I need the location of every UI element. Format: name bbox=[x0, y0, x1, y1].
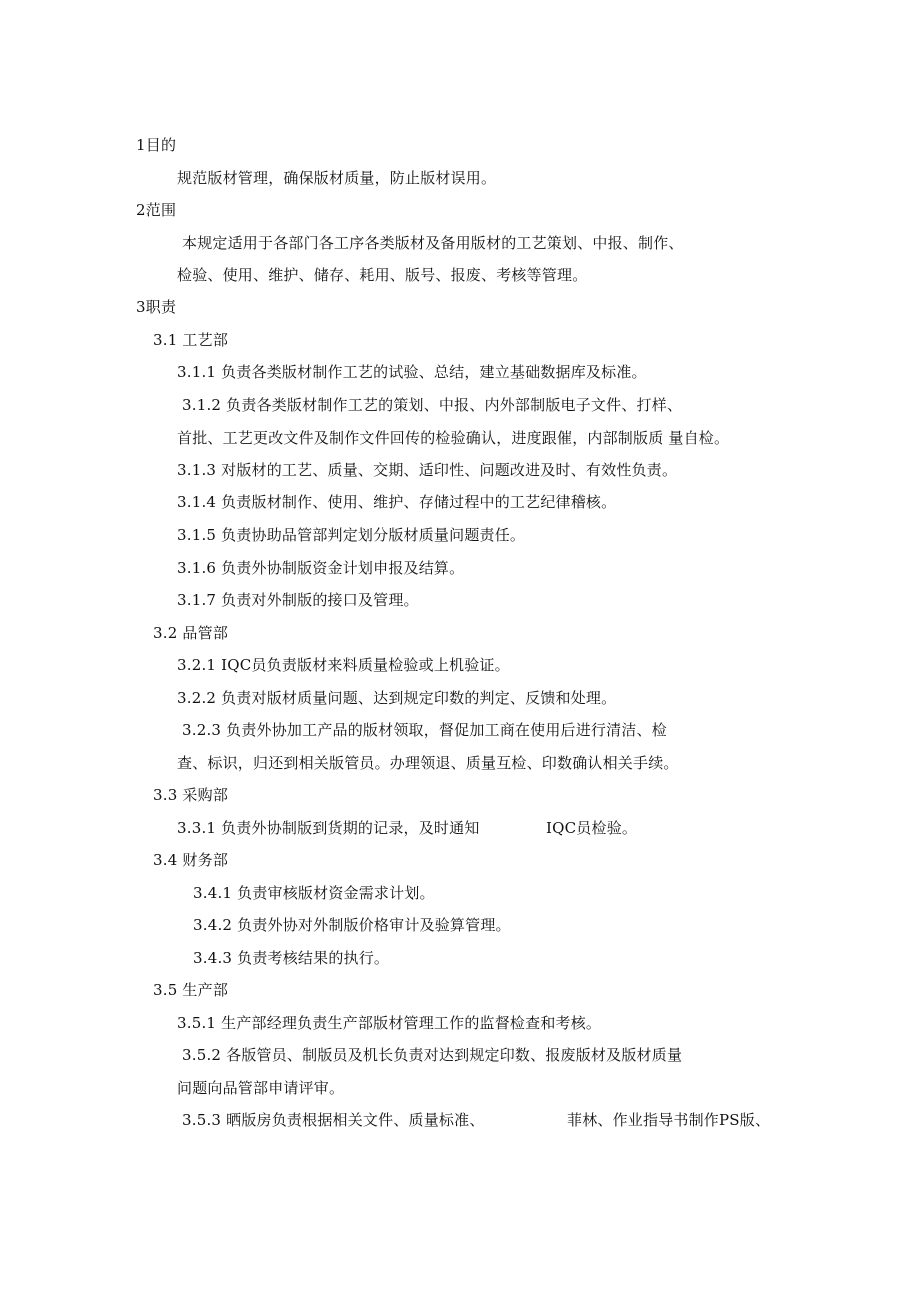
paragraph-scope-line-1: 本规定适用于各部门各工序各类版材及备用版材的工艺策划、中报、制作、 bbox=[182, 234, 684, 252]
item-3-5-2-line-2: 问题向品管部申请评审。 bbox=[177, 1079, 345, 1097]
item-3-2-3-line-2: 查、标识，归还到相关版管员。办理领退、质量互检、印数确认相关手续。 bbox=[177, 754, 679, 772]
item-3-1-3: 3.1.3 对版材的工艺、质量、交期、适印性、问题改进及时、有效性负责。 bbox=[177, 461, 678, 479]
section-3-5-heading: 3.5 生产部 bbox=[153, 981, 229, 999]
paragraph-purpose: 规范版材管理，确保版材质量，防止版材误用。 bbox=[177, 169, 497, 187]
item-3-1-7: 3.1.7 负责对外制版的接口及管理。 bbox=[177, 591, 419, 609]
item-3-2-2: 3.2.2 负责对版材质量问题、达到规定印数的判定、反馈和处理。 bbox=[177, 689, 617, 707]
item-3-5-3-part-1: 3.5.3 晒版房负责根据相关文件、质量标准、 bbox=[182, 1111, 485, 1129]
item-3-1-1: 3.1.1 负责各类版材制作工艺的试验、总结，建立基础数据库及标准。 bbox=[177, 363, 647, 381]
item-3-1-2-line-1: 3.1.2 负责各类版材制作工艺的策划、中报、内外部制版电子文件、打样、 bbox=[182, 396, 683, 414]
item-3-2-3-line-1: 3.2.3 负责外协加工产品的版材领取，督促加工商在使用后进行清洁、检 bbox=[182, 721, 667, 739]
item-3-4-3: 3.4.3 负责考核结果的执行。 bbox=[193, 949, 390, 967]
section-3-3-heading: 3.3 采购部 bbox=[153, 786, 229, 804]
item-3-1-6: 3.1.6 负责外协制版资金计划申报及结算。 bbox=[177, 559, 465, 577]
paragraph-scope-line-2: 检验、使用、维护、储存、耗用、版号、报废、考核等管理。 bbox=[177, 266, 588, 284]
item-3-3-1-part-1: 3.3.1 负责外协制版到货期的记录，及时通知 bbox=[177, 819, 480, 837]
item-3-4-2: 3.4.2 负责外协对外制版价格审计及验算管理。 bbox=[193, 916, 511, 934]
item-3-2-1: 3.2.1 IQC员负责版材来料质量检验或上机验证。 bbox=[177, 656, 510, 674]
heading-purpose: 1目的 bbox=[136, 136, 177, 154]
item-3-5-2-line-1: 3.5.2 各版管员、制版员及机长负责对达到规定印数、报废版材及版材质量 bbox=[182, 1046, 683, 1064]
heading-scope: 2范围 bbox=[136, 201, 177, 219]
item-3-4-1: 3.4.1 负责审核版材资金需求计划。 bbox=[193, 884, 435, 902]
item-3-5-3-part-2: 菲林、作业指导书制作PS版、 bbox=[567, 1111, 771, 1129]
section-3-2-heading: 3.2 品管部 bbox=[153, 624, 229, 642]
section-3-4-heading: 3.4 财务部 bbox=[153, 851, 229, 869]
item-3-3-1-part-2: IQC员检验。 bbox=[546, 819, 638, 837]
section-3-1-heading: 3.1 工艺部 bbox=[153, 331, 229, 349]
item-3-1-2-line-2: 首批、工艺更改文件及制作文件回传的检验确认，进度跟催，内部制版质 量自检。 bbox=[177, 429, 730, 447]
item-3-5-1: 3.5.1 生产部经理负责生产部版材管理工作的监督检查和考核。 bbox=[177, 1014, 602, 1032]
item-3-1-4: 3.1.4 负责版材制作、使用、维护、存储过程中的工艺纪律稽核。 bbox=[177, 493, 617, 511]
item-3-1-5: 3.1.5 负责协助品管部判定划分版材质量问题责任。 bbox=[177, 526, 526, 544]
heading-responsibilities: 3职责 bbox=[136, 298, 177, 316]
